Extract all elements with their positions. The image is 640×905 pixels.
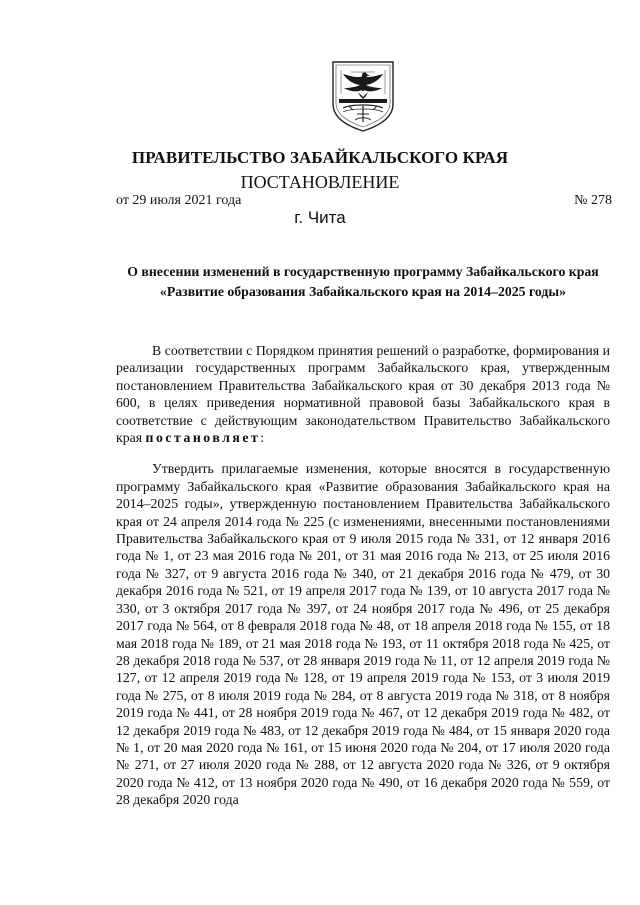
body-paragraph-2: Утвердить прилагаемые изменения, которые вносятся в государственную программу Забайкальского края «Развитие образования Забайкальского края на 2014–2025 годы», утвержденную постановлением Правительства Забайкальского края от 24 апреля 2014 года № 225 (с изменениями, внесенными постановлениями Правительства Забайкальского края от 9 июля 2015 года № 331, от 12 января 2016 года № 1, от 23 мая 2016 года № 201, от 31 мая 2016 года № 213, от 25 июля 2016 года № 327, от 9 августа 2016 года № 340, от 21 декабря 2016 года № 479, от 30 декабря 2016 года № 521, от 19 апреля 2017 года № 139, от 10 августа 2017 года № 330, от 3 октября 2017 года № 397, от 24 ноября 2017 года № 496, от 25 декабря 2017 года № 564, от 8 февраля 2018 года № 48, от 18 апреля 2018 года № 155, от 18 мая 2018 года № 189, от 21 мая 2018 года № 193, от 11 октября 2018 года № 425, от 28 декабря 2018 года № 537, от 28 января 2019 года № 11, от 12 апреля 2019 года № 127, от 12 апреля 2019 года № 128, от 19 апреля 2019 года № 153, от 3 июля 2019 года № 275, от 8 июля 2019 года № 284, от 8 августа 2019 года № 318, от 8 ноября 2019 года № 441, от 28 ноября 2019 года № 467, от 12 декабря 2019 года № 482, от 12 декабря 2019 года № 483, от 12 декабря 2019 года № 484, от 15 января 2020 года № 1, от 20 мая 2020 года № 161, от 15 июня 2020 года № 204, от 17 июля 2020 года № 271, от 27 июля 2020 года № 288, от 12 августа 2020 года № 326, от 9 октября 2020 года № 412, от 13 ноября 2020 года № 490, от 16 декабря 2020 года № 559, от 28 декабря 2020 года bbox=[116, 461, 610, 808]
body-paragraph-1: В соответствии с Порядком принятия решений о разработке, формирования и реализации государственных программ Забайкальского края, утвержденным постановлением Правительства Забайкальского края от 30 декабря 2013 года № 600, в целях приведения нормативной правовой базы Забайкальского края в соответствие с действующим законодательством Правительство Забайкальского края постановляет: bbox=[116, 343, 610, 446]
city-name: г. Чита bbox=[294, 208, 346, 227]
government-title: ПРАВИТЕЛЬСТВО ЗАБАЙКАЛЬСКОГО КРАЯ bbox=[131, 148, 509, 167]
paragraph-text: В соответствии с Порядком принятия решений о разработке, формирования и реализации государственных программ Забайкальского края, утвержденным постановлением Правительства Забайкальского края от 30 декабря 2013 года № 600, в целях приведения нормативной правовой базы Забайкальского края в соответствие с действующим законодательством Правительство Забайкальского края bbox=[116, 343, 610, 446]
document-body bbox=[116, 342, 610, 823]
document-subject: О внесении изменений в государственную программу Забайкальского края «Развитие образования Забайкальского края на 2014–2025 годы» bbox=[127, 264, 599, 299]
document-type: ПОСТАНОВЛЕНИЕ bbox=[240, 172, 400, 192]
document-date: от 29 июля 2021 года bbox=[116, 193, 242, 208]
coat-of-arms-icon bbox=[329, 60, 397, 132]
document-number: № 278 bbox=[574, 193, 612, 208]
decree-word: постановляет bbox=[145, 430, 261, 446]
